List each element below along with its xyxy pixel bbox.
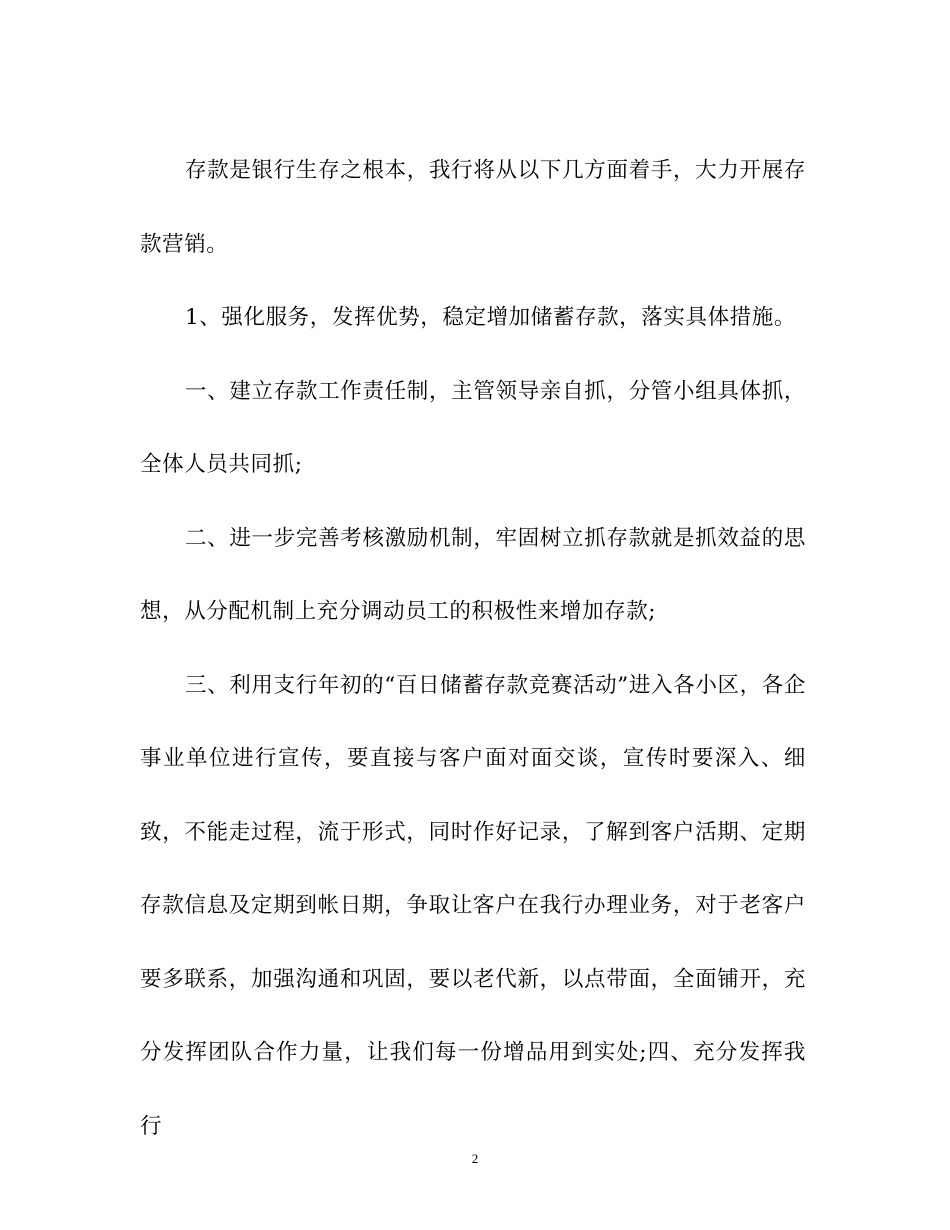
document-body bbox=[140, 134, 806, 1163]
paragraph-item-three: 三、利用支行年初的“百日储蓄存款竞赛活动”进入各小区，各企事业单位进行宣传，要直接与客户面对面交谈，宣传时要深入、细致，不能走过程，流于形式，同时作好记录，了解到客户活期、定期存款信息及定期到帐日期，争取让客户在我行办理业务，对于老客户要多联系，加强沟通和巩固，要以老代新，以点带面，全面铺开，充分发挥团队合作力量，让我们每一份增品用到实处;四、充分发挥我行 bbox=[140, 672, 806, 1139]
paragraph-item-two: 二、进一步完善考核激励机制，牢固树立抓存款就是抓效益的思想，从分配机制上充分调动员工的积极性来增加存款; bbox=[140, 525, 806, 624]
paragraph-section-1: 1、强化服务，发挥优势，稳定增加储蓄存款，落实具体措施。 bbox=[185, 305, 796, 330]
paragraph-deposit-intro: 存款是银行生存之根本，我行将从以下几方面着手，大力开展存款营销。 bbox=[140, 158, 806, 257]
page-number: 2 bbox=[471, 1151, 479, 1166]
paragraph-item-one: 一、建立存款工作责任制，主管领导亲自抓，分管小组具体抓，全体人员共同抓; bbox=[140, 378, 806, 477]
